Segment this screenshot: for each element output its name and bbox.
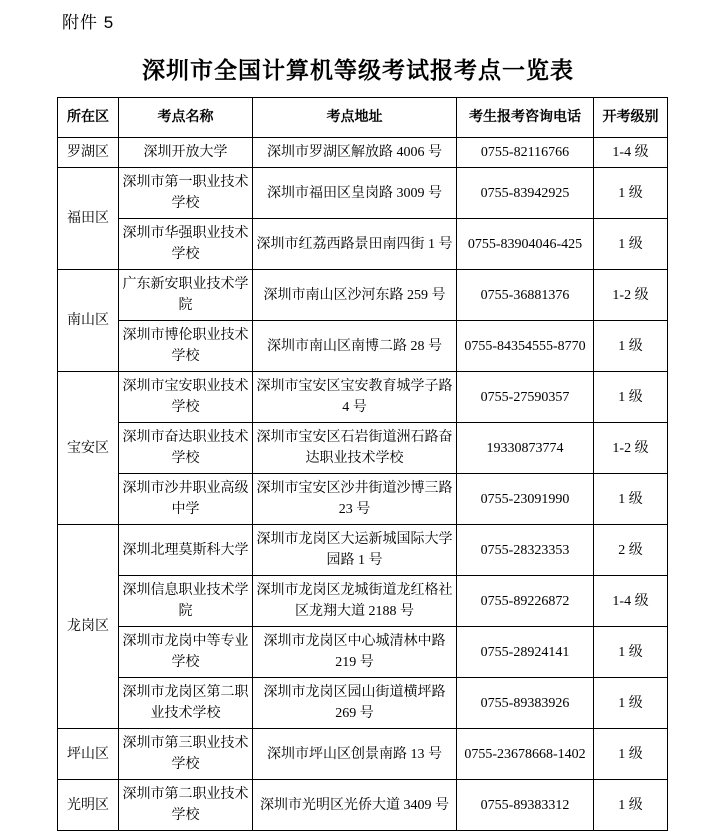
table-row — [58, 372, 668, 423]
site-name-cell: 深圳信息职业技术学院 — [119, 576, 253, 627]
phone-cell: 0755-83904046-425 — [457, 219, 594, 270]
table-row — [58, 474, 668, 525]
levels-cell: 2 级 — [594, 525, 668, 576]
table-row — [58, 219, 668, 270]
site-address-cell: 深圳市龙岗区大运新城国际大学园路 1 号 — [253, 525, 457, 576]
site-address-cell: 深圳市坪山区创景南路 13 号 — [253, 729, 457, 780]
site-name-cell: 深圳市第二职业技术学校 — [119, 780, 253, 831]
district-cell: 坪山区 — [58, 729, 119, 780]
district-cell: 龙岗区 — [58, 525, 119, 729]
levels-cell: 1 级 — [594, 627, 668, 678]
site-name-cell: 深圳市龙岗中等专业学校 — [119, 627, 253, 678]
header-levels: 开考级别 — [594, 98, 668, 138]
site-name-cell: 深圳市龙岗区第二职业技术学校 — [119, 678, 253, 729]
header-address: 考点地址 — [253, 98, 457, 138]
site-address-cell: 深圳市宝安区石岩街道洲石路奋达职业技术学校 — [253, 423, 457, 474]
site-address-cell: 深圳市光明区光侨大道 3409 号 — [253, 780, 457, 831]
phone-cell: 19330873774 — [457, 423, 594, 474]
phone-cell: 0755-89383926 — [457, 678, 594, 729]
levels-cell: 1 级 — [594, 678, 668, 729]
header-site-name: 考点名称 — [119, 98, 253, 138]
levels-cell: 1 级 — [594, 372, 668, 423]
table-row — [58, 576, 668, 627]
site-name-cell: 深圳市宝安职业技术学校 — [119, 372, 253, 423]
levels-cell: 1-2 级 — [594, 270, 668, 321]
phone-cell: 0755-28924141 — [457, 627, 594, 678]
attachment-label: 附件 5 — [62, 13, 115, 32]
table-row — [58, 423, 668, 474]
levels-cell: 1 级 — [594, 474, 668, 525]
phone-cell: 0755-82116766 — [457, 138, 594, 168]
phone-cell: 0755-84354555-8770 — [457, 321, 594, 372]
exam-sites-table — [57, 97, 668, 831]
exam-sites-table-body — [58, 138, 668, 831]
site-name-cell: 深圳市博伦职业技术学校 — [119, 321, 253, 372]
table-row — [58, 138, 668, 168]
table-row — [58, 321, 668, 372]
table-row — [58, 627, 668, 678]
site-address-cell: 深圳市福田区皇岗路 3009 号 — [253, 168, 457, 219]
district-cell: 罗湖区 — [58, 138, 119, 168]
site-address-cell: 深圳市南山区沙河东路 259 号 — [253, 270, 457, 321]
site-address-cell: 深圳市罗湖区解放路 4006 号 — [253, 138, 457, 168]
site-name-cell: 深圳市奋达职业技术学校 — [119, 423, 253, 474]
site-name-cell: 广东新安职业技术学院 — [119, 270, 253, 321]
phone-cell: 0755-28323353 — [457, 525, 594, 576]
levels-cell: 1-2 级 — [594, 423, 668, 474]
table-header-row — [58, 98, 668, 138]
table-row — [58, 525, 668, 576]
site-name-cell: 深圳市第一职业技术学校 — [119, 168, 253, 219]
site-name-cell: 深圳开放大学 — [119, 138, 253, 168]
district-cell: 光明区 — [58, 780, 119, 831]
site-address-cell: 深圳市宝安区沙井街道沙博三路 23 号 — [253, 474, 457, 525]
levels-cell: 1-4 级 — [594, 138, 668, 168]
site-address-cell: 深圳市龙岗区龙城街道龙红格社区龙翔大道 2188 号 — [253, 576, 457, 627]
site-name-cell: 深圳市沙井职业高级中学 — [119, 474, 253, 525]
district-cell: 南山区 — [58, 270, 119, 372]
phone-cell: 0755-27590357 — [457, 372, 594, 423]
levels-cell: 1-4 级 — [594, 576, 668, 627]
page-title: 深圳市全国计算机等级考试报考点一览表 — [142, 58, 574, 83]
levels-cell: 1 级 — [594, 219, 668, 270]
site-address-cell: 深圳市龙岗区中心城清林中路 219 号 — [253, 627, 457, 678]
site-name-cell: 深圳北理莫斯科大学 — [119, 525, 253, 576]
district-cell: 福田区 — [58, 168, 119, 270]
site-name-cell: 深圳市第三职业技术学校 — [119, 729, 253, 780]
levels-cell: 1 级 — [594, 729, 668, 780]
table-row — [58, 780, 668, 831]
phone-cell: 0755-36881376 — [457, 270, 594, 321]
levels-cell: 1 级 — [594, 780, 668, 831]
phone-cell: 0755-23091990 — [457, 474, 594, 525]
phone-cell: 0755-83942925 — [457, 168, 594, 219]
district-cell: 宝安区 — [58, 372, 119, 525]
phone-cell: 0755-89383312 — [457, 780, 594, 831]
header-phone: 考生报考咨询电话 — [457, 98, 594, 138]
site-address-cell: 深圳市龙岗区园山街道横坪路 269 号 — [253, 678, 457, 729]
site-name-cell: 深圳市华强职业技术学校 — [119, 219, 253, 270]
levels-cell: 1 级 — [594, 168, 668, 219]
table-row — [58, 270, 668, 321]
table-row — [58, 729, 668, 780]
site-address-cell: 深圳市红荔西路景田南四街 1 号 — [253, 219, 457, 270]
table-row — [58, 168, 668, 219]
site-address-cell: 深圳市宝安区宝安教育城学子路 4 号 — [253, 372, 457, 423]
header-district: 所在区 — [58, 98, 119, 138]
table-row — [58, 678, 668, 729]
phone-cell: 0755-23678668-1402 — [457, 729, 594, 780]
phone-cell: 0755-89226872 — [457, 576, 594, 627]
levels-cell: 1 级 — [594, 321, 668, 372]
site-address-cell: 深圳市南山区南博二路 28 号 — [253, 321, 457, 372]
